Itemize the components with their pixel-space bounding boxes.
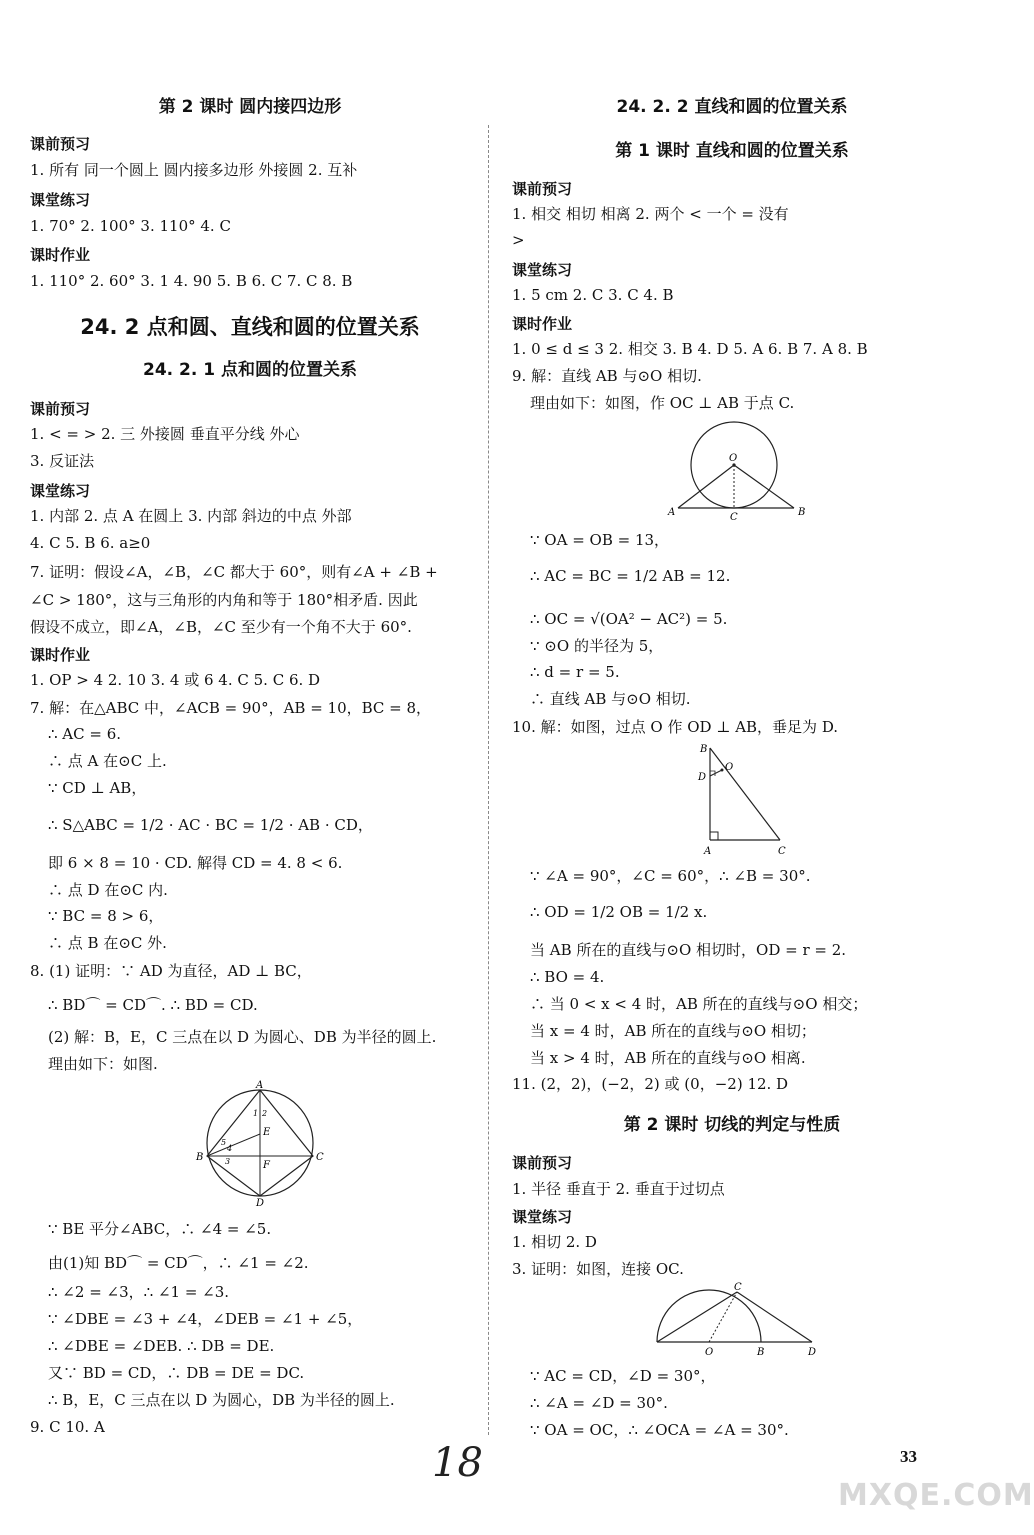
answer-line: 7. 证明：假设∠A，∠B，∠C 都大于 60°，则有∠A + ∠B + — [30, 563, 438, 581]
answer-line: ∴ ∠A = ∠D = 30°. — [530, 1394, 668, 1412]
fig-label: D — [698, 772, 707, 783]
answer-line: 当 x = 4 时，AB 所在的直线与⊙O 相切； — [530, 1022, 816, 1040]
lesson-title: 第 2 课时 切线的判定与性质 — [623, 1115, 841, 1135]
answer-line: 9. 解：直线 AB 与⊙O 相切. — [512, 367, 702, 385]
answer-line: 1. OP > 4 2. 10 3. 4 或 6 4. C 5. C 6. D — [30, 671, 321, 689]
lesson-title: 第 1 课时 直线和圆的位置关系 — [615, 141, 849, 161]
answer-line: 1. 相切 2. D — [512, 1233, 597, 1251]
answer-line: ∵ ∠DBE = ∠3 + ∠4，∠DEB = ∠1 + ∠5， — [48, 1310, 363, 1328]
answer-line: ∴ AC = BC = 1/2 AB = 12. — [530, 567, 731, 585]
section-label: 课堂练习 — [30, 482, 91, 500]
semicircle-tangent-figure — [652, 1282, 827, 1362]
answer-line: ∵ AC = CD，∠D = 30°， — [530, 1367, 716, 1385]
section-label: 课时作业 — [512, 315, 573, 333]
answer-line: ∵ BE 平分∠ABC，∴ ∠4 = ∠5. — [48, 1220, 272, 1238]
fig-label: E — [263, 1127, 271, 1138]
answer-line: 当 x > 4 时，AB 所在的直线与⊙O 相离. — [530, 1049, 806, 1067]
fig-label: C — [316, 1152, 324, 1163]
section-label: 课前预习 — [512, 180, 573, 198]
section-label: 课前预习 — [30, 400, 91, 418]
answer-line: 1. 110° 2. 60° 3. 1 4. 90 5. B 6. C 7. C 8. B — [30, 272, 353, 290]
fig-label: C — [778, 846, 786, 857]
answer-line: ∴ d = r = 5. — [530, 663, 620, 681]
answer-line: 即 6 × 8 = 10 · CD. 解得 CD = 4. 8 < 6. — [48, 854, 343, 872]
answer-line: 1. 相交 相切 相离 2. 两个 < 一个 = 没有 — [512, 205, 789, 223]
fig-label: D — [256, 1198, 265, 1209]
answer-line: ∴ BO = 4. — [530, 968, 605, 986]
answer-line: 又∵ BD = CD，∴ DB = DE = DC. — [48, 1364, 305, 1382]
answer-line: 9. C 10. A — [30, 1418, 105, 1436]
answer-line: ∴ B，E，C 三点在以 D 为圆心，DB 为半径的圆上. — [48, 1391, 395, 1409]
answer-line: 1. < = > 2. 三 外接圆 垂直平分线 外心 — [30, 425, 300, 443]
page-number: 33 — [900, 1447, 917, 1466]
answer-line: 3. 反证法 — [30, 452, 95, 470]
fig-label: 1 — [253, 1109, 259, 1118]
answer-line: ∴ S△ABC = 1/2 · AC · BC = 1/2 · AB · CD， — [48, 816, 373, 834]
handwritten-number: 18 — [432, 1440, 483, 1486]
section-label: 课时作业 — [30, 246, 91, 264]
section-label: 课前预习 — [30, 135, 91, 153]
subsection-title: 24. 2. 2 直线和圆的位置关系 — [616, 97, 848, 117]
answer-line: ∴ 当 0 < x < 4 时，AB 所在的直线与⊙O 相交； — [530, 995, 868, 1013]
answer-line: 1. 内部 2. 点 A 在圆上 3. 内部 斜边的中点 外部 — [30, 507, 352, 525]
answer-line: ∴ ∠2 = ∠3，∴ ∠1 = ∠3. — [48, 1283, 230, 1301]
answer-line: > — [512, 231, 525, 249]
answer-line: 由(1)知 BD⌒ = CD⌒，∴ ∠1 = ∠2. — [48, 1254, 309, 1272]
answer-line: ∵ CD ⊥ AB， — [48, 779, 147, 797]
fig-label: 3 — [225, 1157, 231, 1166]
fig-label: 4 — [227, 1144, 233, 1153]
answer-line: 理由如下：如图. — [48, 1055, 158, 1073]
column-divider — [488, 125, 489, 1435]
answer-line: 11. (2，2)，(−2，2) 或 (0，−2) 12. D — [512, 1075, 789, 1093]
answer-line: ∴ 点 D 在⊙C 内. — [48, 881, 168, 899]
answer-line: 4. C 5. B 6. a≥0 — [30, 534, 151, 552]
answer-line: 1. 5 cm 2. C 3. C 4. B — [512, 286, 674, 304]
answer-line: 7. 解：在△ABC 中，∠ACB = 90°，AB = 10，BC = 8， — [30, 699, 432, 717]
answer-line: 1. 半径 垂直于 2. 垂直于过切点 — [512, 1180, 725, 1198]
answer-line: ∵ BC = 8 > 6， — [48, 907, 164, 925]
lesson-title: 第 2 课时 圆内接四边形 — [158, 97, 342, 117]
fig-label: O — [705, 1347, 714, 1358]
fig-label: B — [798, 507, 806, 518]
section-label: 课堂练习 — [512, 261, 573, 279]
answer-line: ∵ OA = OC，∴ ∠OCA = ∠A = 30°. — [530, 1421, 789, 1439]
fig-label: O — [729, 453, 738, 464]
answer-line: ∴ BD⌒ = CD⌒. ∴ BD = CD. — [48, 996, 258, 1014]
answer-line: 1. 所有 同一个圆上 圆内接多边形 外接圆 2. 互补 — [30, 161, 358, 179]
answer-line: (2) 解：B，E，C 三点在以 D 为圆心、DB 为半径的圆上. — [48, 1028, 437, 1046]
answer-line: 假设不成立，即∠A，∠B，∠C 至少有一个角不大于 60°. — [30, 618, 412, 636]
fig-label: C — [730, 512, 738, 523]
answer-line: ∠C > 180°，这与三角形的内角和等于 180°相矛盾. 因此 — [30, 591, 418, 609]
fig-label: 5 — [221, 1138, 227, 1147]
fig-label: B — [700, 744, 708, 755]
section-label: 课堂练习 — [30, 191, 91, 209]
answer-line: 当 AB 所在的直线与⊙O 相切时，OD = r = 2. — [530, 941, 847, 959]
fig-label: A — [704, 846, 712, 857]
section-title: 24. 2 点和圆、直线和圆的位置关系 — [80, 315, 420, 339]
answer-line: ∵ ∠A = 90°，∠C = 60°，∴ ∠B = 30°. — [530, 867, 811, 885]
answer-line: 理由如下：如图，作 OC ⊥ AB 于点 C. — [530, 394, 795, 412]
circle-quadrilateral-figure — [195, 1082, 330, 1207]
answer-line: ∴ OC = √(OA² − AC²) = 5. — [530, 610, 728, 628]
section-label: 课前预习 — [512, 1154, 573, 1172]
section-label: 课时作业 — [30, 646, 91, 664]
fig-label: D — [808, 1347, 817, 1358]
fig-label: A — [668, 507, 676, 518]
answer-line: 8. (1) 证明：∵ AD 为直径，AD ⊥ BC， — [30, 962, 312, 980]
subsection-title: 24. 2. 1 点和圆的位置关系 — [143, 360, 357, 380]
section-label: 课堂练习 — [512, 1208, 573, 1226]
fig-label: O — [725, 762, 734, 773]
fig-label: B — [757, 1347, 765, 1358]
answer-line: ∵ OA = OB = 13， — [530, 531, 670, 549]
right-triangle-figure — [690, 740, 800, 860]
answer-line: ∴ 点 B 在⊙C 外. — [48, 934, 167, 952]
answer-line: 3. 证明：如图，连接 OC. — [512, 1260, 684, 1278]
fig-label: A — [256, 1080, 264, 1091]
watermark: MXQE.COM — [838, 1478, 1034, 1513]
tangent-line-figure — [662, 420, 812, 522]
fig-label: C — [734, 1282, 742, 1293]
fig-label: B — [196, 1152, 204, 1163]
answer-line: ∴ OD = 1/2 OB = 1/2 x. — [530, 903, 708, 921]
answer-line: ∵ ⊙O 的半径为 5， — [530, 637, 664, 655]
answer-line: ∴ 点 A 在⊙C 上. — [48, 752, 167, 770]
answer-line: ∴ 直线 AB 与⊙O 相切. — [530, 690, 691, 708]
answer-line: ∴ ∠DBE = ∠DEB. ∴ DB = DE. — [48, 1337, 275, 1355]
answer-line: 10. 解：如图，过点 O 作 OD ⊥ AB，垂足为 D. — [512, 718, 839, 736]
answer-line: ∴ AC = 6. — [48, 725, 122, 743]
fig-label: 2 — [262, 1109, 268, 1118]
answer-line: 1. 0 ≤ d ≤ 3 2. 相交 3. B 4. D 5. A 6. B 7. A 8. B — [512, 340, 868, 358]
fig-label: F — [263, 1160, 270, 1171]
answer-line: 1. 70° 2. 100° 3. 110° 4. C — [30, 217, 231, 235]
